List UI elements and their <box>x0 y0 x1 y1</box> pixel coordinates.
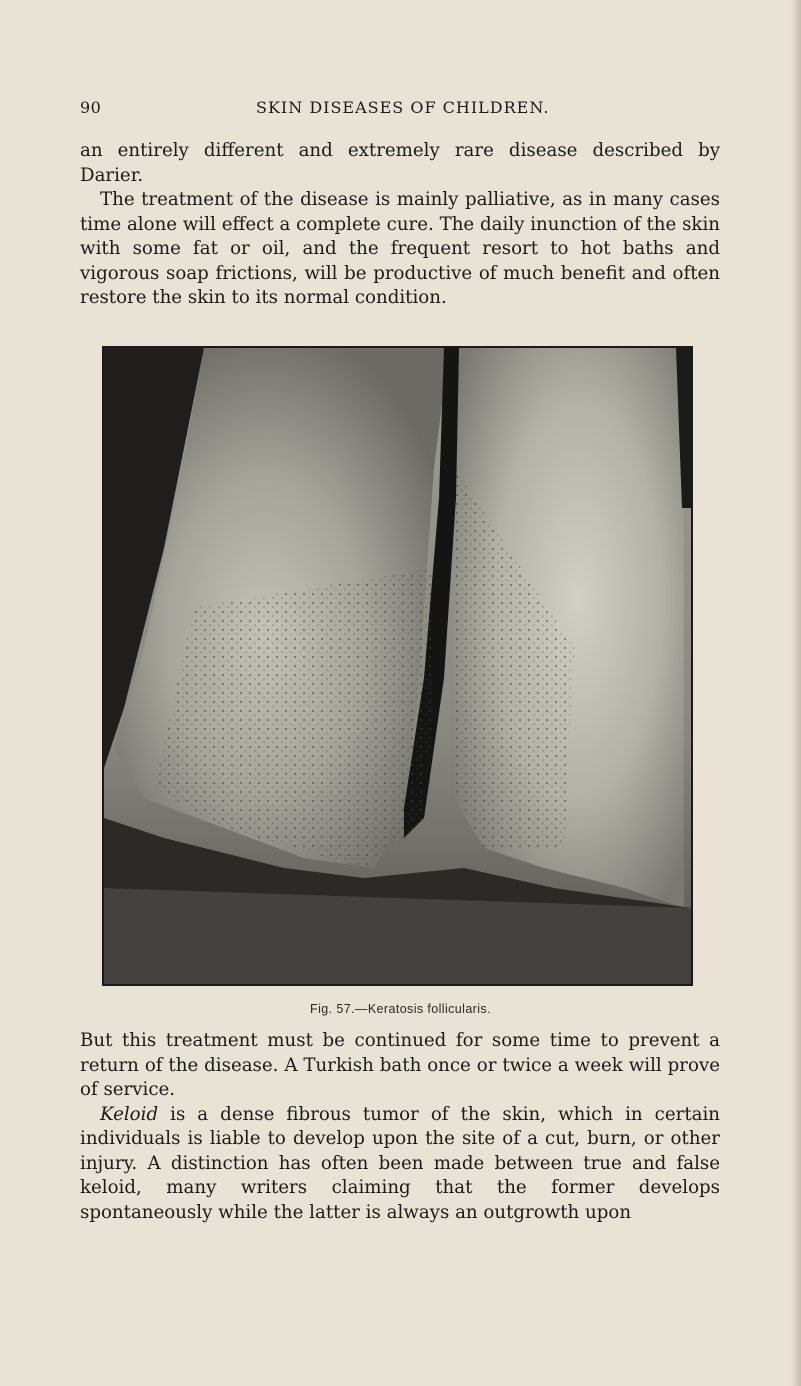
figure-caption: Fig. 57.—Keratosis follicularis. <box>310 1002 491 1016</box>
paragraph-line: an entirely different and extremely rare disease described by <box>80 140 720 161</box>
keloid-text: is a dense fibrous tumor of the skin, which in certain individuals is liable to develop upon the site of a cut, burn, or other injury. A distinction has often been made between true and false keloid, many writers claiming that the former develops spontaneously while the latter is always an outgrowth upon <box>80 1103 720 1223</box>
paragraph-continued-treatment <box>80 1029 720 1225</box>
keloid-term: Keloid <box>100 1103 159 1125</box>
page-header <box>80 98 720 122</box>
page-edge-shadow <box>791 0 801 1386</box>
paragraph-turkish-bath: But this treatment must be continued for some time to prevent a return of the disease. A Turkish bath once or twice a week will prove of service. <box>80 1030 720 1100</box>
figure-photograph <box>102 346 693 986</box>
page-number: 90 <box>80 98 102 117</box>
running-title: SKIN DISEASES OF CHILDREN. <box>256 98 550 117</box>
paragraph-treatment: The treatment of the disease is mainly palliative, as in many cases time alone will effect a complete cure. The daily inunction of the skin with some fat or oil, and the frequent resort to hot baths and vigorous soap frictions, will be productive of much benefit and often restore the skin to its normal condition. <box>80 189 720 308</box>
paragraph-line: Darier. <box>80 164 144 186</box>
keratosis-photo <box>104 348 691 984</box>
paragraph-keloid <box>80 1103 720 1226</box>
paragraph-continuation <box>80 139 720 311</box>
